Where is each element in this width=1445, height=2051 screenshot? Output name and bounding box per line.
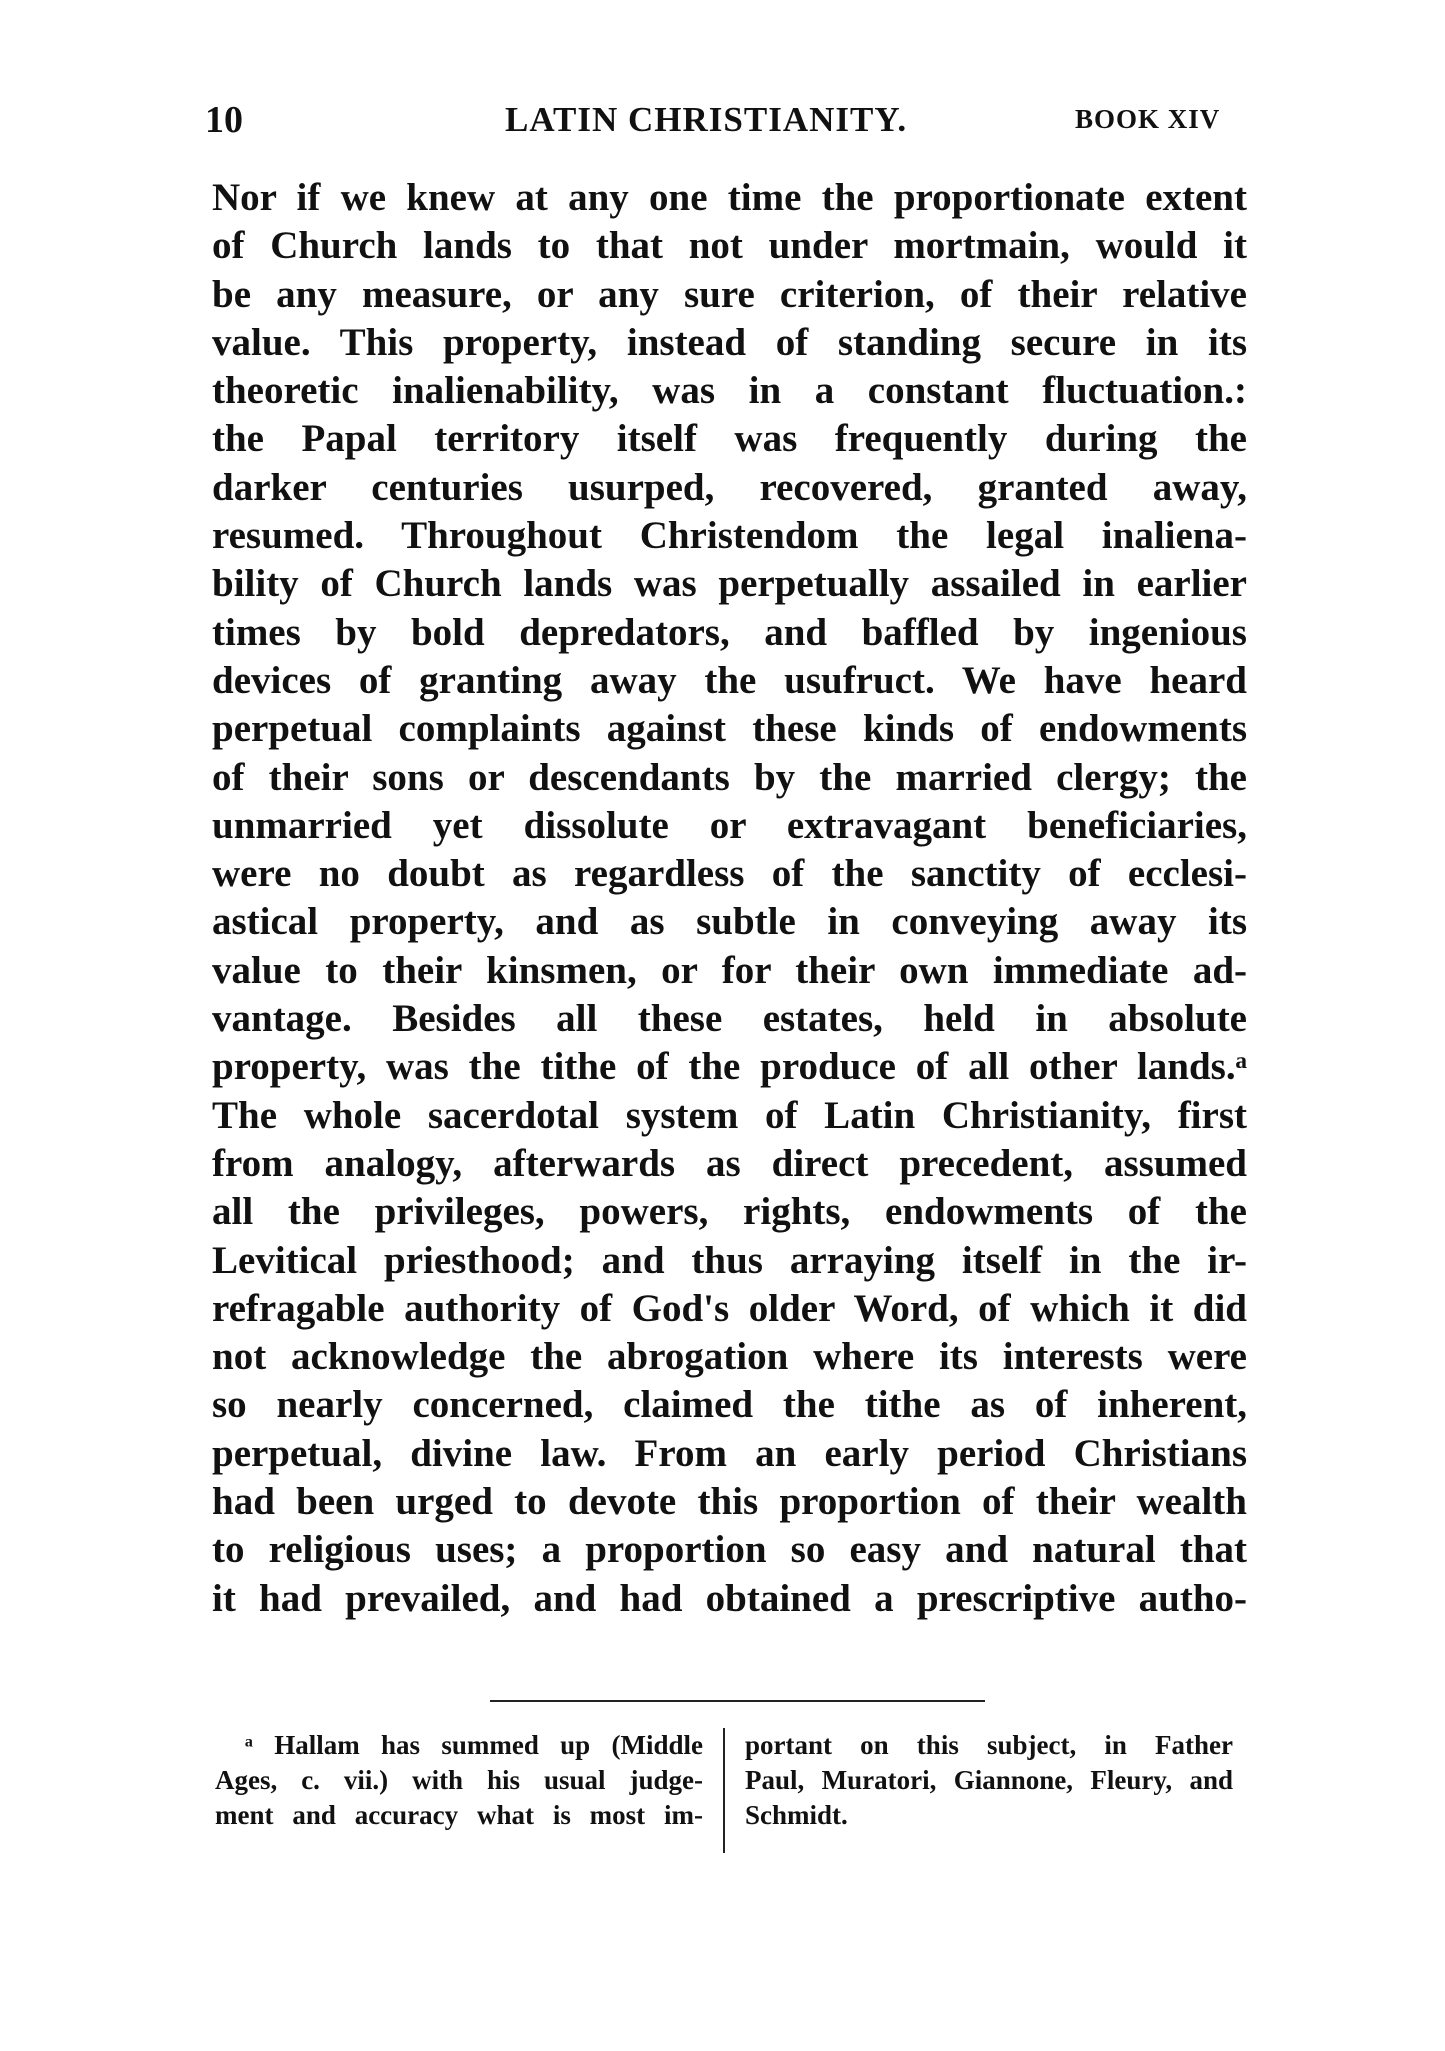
text-line: devices of granting away the usufruct. We have heard (212, 658, 1247, 702)
footnote-column-left (215, 1728, 703, 1833)
running-head (0, 98, 1445, 148)
footnote-line: Paul, Muratori, Giannone, Fleury, and (745, 1765, 1233, 1795)
text-line: to religious uses; a proportion so easy and natural that (212, 1528, 1247, 1572)
text-line: the Papal territory itself was frequently during the (212, 417, 1247, 461)
footnotes (215, 1728, 1250, 1888)
body-text (212, 174, 1247, 1623)
running-title: LATIN CHRISTIANITY. (505, 100, 908, 139)
footnote-line: ᵃ Hallam has summed up (Middle (245, 1730, 703, 1760)
footnote-column-divider (723, 1728, 725, 1853)
text-line: darker centuries usurped, recovered, granted away, (212, 465, 1247, 509)
text-line: value to their kinsmen, or for their own immediate ad- (212, 948, 1247, 992)
text-line: were no doubt as regardless of the sanctity of ecclesi- (212, 852, 1247, 896)
text-line: be any measure, or any sure criterion, of their relative (212, 272, 1247, 316)
book-label: BOOK XIV (1075, 104, 1221, 134)
text-line: not acknowledge the abrogation where its interests were (212, 1335, 1247, 1379)
text-line: bility of Church lands was perpetually assailed in earlier (212, 562, 1247, 606)
text-line: vantage. Besides all these estates, held in absolute (212, 997, 1247, 1041)
footnote-line: portant on this subject, in Father (745, 1730, 1233, 1760)
text-line: times by bold depredators, and baffled by ingenious (212, 610, 1247, 654)
page-number: 10 (205, 99, 243, 141)
text-line: value. This property, instead of standing secure in its (212, 320, 1247, 364)
text-line: refragable authority of God's older Word, of which it did (212, 1286, 1247, 1330)
text-line: of their sons or descendants by the married clergy; the (212, 755, 1247, 799)
text-line: perpetual, divine law. From an early period Christians (212, 1431, 1247, 1475)
text-line: all the privileges, powers, rights, endowments of the (212, 1190, 1247, 1234)
text-line: property, was the tithe of the produce of all other lands.ᵃ (212, 1045, 1247, 1089)
text-line: theoretic inalienability, was in a constant fluctuation.: (212, 369, 1247, 413)
text-line: of Church lands to that not under mortmain, would it (212, 224, 1247, 268)
text-line: Nor if we knew at any one time the proportionate extent (212, 176, 1247, 219)
text-line: unmarried yet dissolute or extravagant beneficiaries, (212, 803, 1247, 847)
footnote-separator (490, 1700, 985, 1702)
text-line: perpetual complaints against these kinds of endowments (212, 707, 1247, 751)
text-line: from analogy, afterwards as direct precedent, assumed (212, 1141, 1247, 1185)
text-line: so nearly concerned, claimed the tithe as of inherent, (212, 1383, 1247, 1427)
text-line: had been urged to devote this proportion of their wealth (212, 1480, 1247, 1524)
text-line: astical property, and as subtle in conveying away its (212, 900, 1247, 944)
footnote-line: Schmidt. (745, 1800, 848, 1830)
footnote-line: Ages, c. vii.) with his usual judge- (215, 1765, 703, 1795)
footnote-line: ment and accuracy what is most im- (215, 1800, 703, 1830)
text-line: it had prevailed, and had obtained a prescriptive autho- (212, 1576, 1247, 1620)
text-line: Levitical priesthood; and thus arraying itself in the ir- (212, 1238, 1247, 1282)
footnote-column-right (745, 1728, 1233, 1833)
text-line: resumed. Throughout Christendom the legal inaliena- (212, 514, 1247, 558)
text-line: The whole sacerdotal system of Latin Christianity, first (212, 1093, 1247, 1137)
